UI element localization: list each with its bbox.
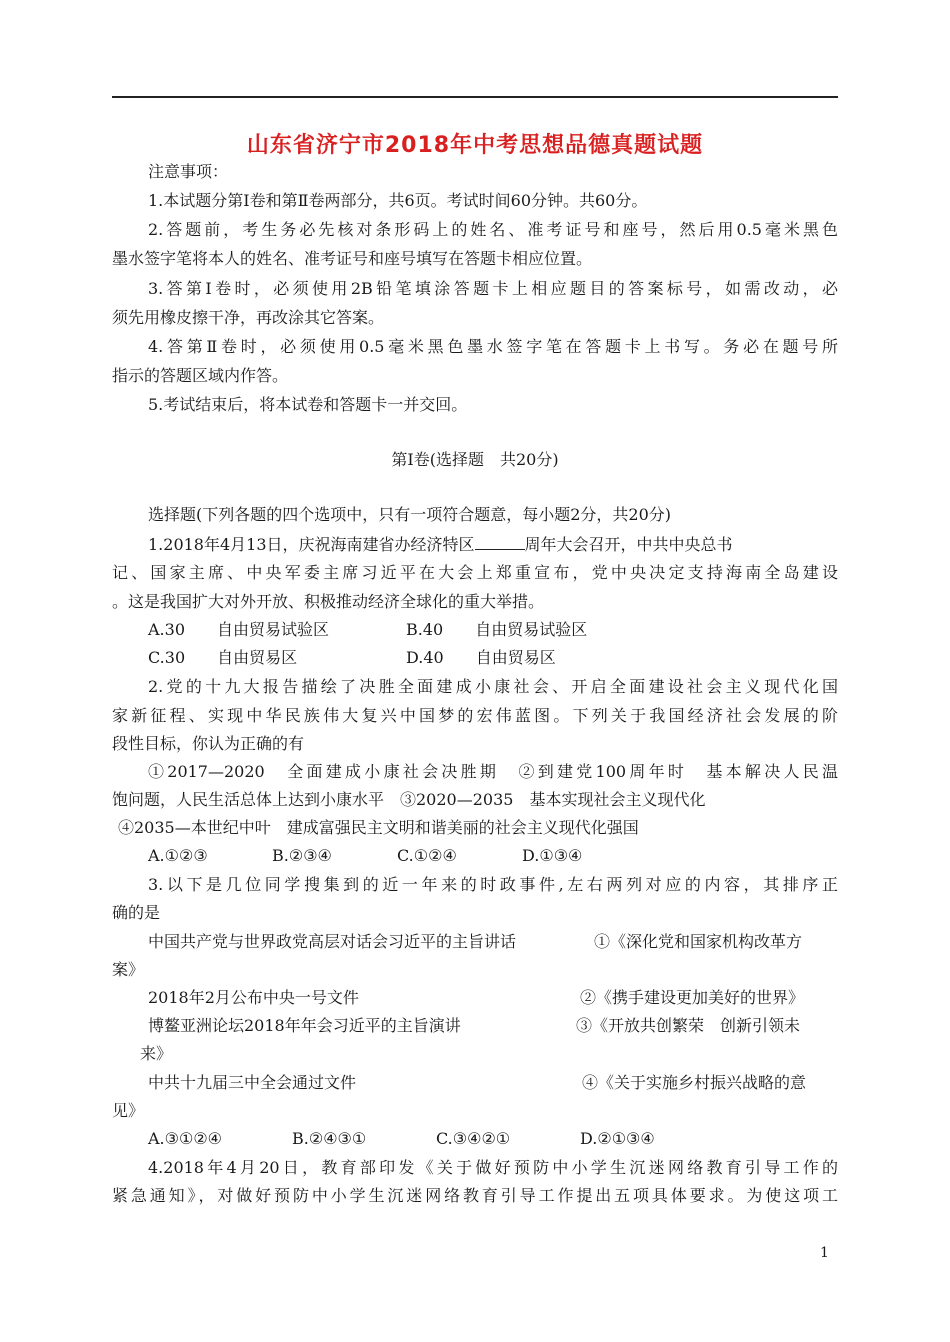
event-left: 中共十九届三中全会通过文件 xyxy=(148,1073,357,1092)
event-right-cont: 来》 xyxy=(140,1044,173,1063)
question-4-text: 4.2018年4月20日，教育部印发《关于做好预防中小学生沉迷网络教育引导工作的 xyxy=(148,1158,838,1177)
event-right: ④《关于实施乡村振兴战略的意 xyxy=(582,1073,807,1092)
q3-option-a: A.③①②④ xyxy=(148,1129,223,1148)
event-right-cont: 案》 xyxy=(112,960,145,979)
notice-item: 5.考试结束后，将本试卷和答题卡一并交回。 xyxy=(148,395,468,414)
q3-option-b: B.②④③① xyxy=(292,1129,367,1148)
question-2-text: 家新征程、实现中华民族伟大复兴中国梦的宏伟蓝图。下列关于我国经济社会发展的阶 xyxy=(112,706,838,725)
question-3-text: 3.以下是几位同学搜集到的近一年来的时政事件,左右两列对应的内容，其排序正 xyxy=(148,875,838,894)
q2-option-a: A.①②③ xyxy=(148,846,208,865)
notice-heading: 注意事项： xyxy=(148,162,229,181)
event-right: ③《开放共创繁荣 创新引领未 xyxy=(576,1016,801,1035)
q3-option-c: C.③④②① xyxy=(436,1129,511,1148)
instructions: 选择题(下列各题的四个选项中，只有一项符合题意，每小题2分，共20分) xyxy=(148,505,672,524)
q2-option-c: C.①②④ xyxy=(397,846,457,865)
notice-item: 须先用橡皮擦干净，再改涂其它答案。 xyxy=(112,308,385,327)
event-right: ②《携手建设更加美好的世界》 xyxy=(580,988,805,1007)
q3-option-d: D.②①③④ xyxy=(580,1129,655,1148)
q1-option-a: A.30 自由贸易试验区 xyxy=(148,620,330,639)
q1-option-b: B.40 自由贸易试验区 xyxy=(406,620,588,639)
notice-item: 1.本试题分第Ⅰ卷和第Ⅱ卷两部分，共6页。考试时间60分钟。共60分。 xyxy=(148,191,648,210)
notice-item: 墨水签字笔将本人的姓名、准考证号和座号填写在答题卡相应位置。 xyxy=(112,249,593,268)
question-3-text: 确的是 xyxy=(112,903,161,922)
question-2-text: ④2035—本世纪中叶 建成富强民主文明和谐美丽的社会主义现代化强国 xyxy=(118,818,639,837)
notice-item: 4.答第Ⅱ卷时，必须使用0.5毫米黑色墨水签字笔在答题卡上书写。务必在题号所 xyxy=(148,337,838,356)
event-left: 2018年2月公布中央一号文件 xyxy=(148,988,359,1007)
question-1-text: 周年大会召开，中共中央总书 xyxy=(524,535,733,554)
question-1-text: 1.2018年4月13日，庆祝海南建省办经济特区 xyxy=(148,535,475,554)
question-2-text: 2.党的十九大报告描绘了决胜全面建成小康社会、开启全面建设社会主义现代化国 xyxy=(148,677,838,696)
question-2-text: ①2017—2020 全面建成小康社会决胜期 ②到建党100周年时 基本解决人民温 xyxy=(148,762,838,781)
question-2-text: 饱问题，人民生活总体上达到小康水平 ③2020—2035 基本实现社会主义现代化 xyxy=(112,790,706,809)
answer-blank xyxy=(475,534,525,550)
section-title: 第Ⅰ卷(选择题 共20分) xyxy=(391,450,559,469)
event-left: 博鳌亚洲论坛2018年年会习近平的主旨演讲 xyxy=(148,1016,461,1035)
question-2-text: 段性目标，你认为正确的有 xyxy=(112,734,305,753)
q1-option-d: D.40 自由贸易区 xyxy=(406,648,556,667)
question-4-text: 紧急通知》，对做好预防中小学生沉迷网络教育引导工作提出五项具体要求。为使这项工 xyxy=(112,1186,838,1205)
question-1-line xyxy=(148,534,838,555)
question-1-text: 记、国家主席、中央军委主席习近平在大会上郑重宣布，党中央决定支持海南全岛建设 xyxy=(112,563,838,582)
event-right-cont: 见》 xyxy=(112,1101,145,1120)
event-right: ①《深化党和国家机构改革方 xyxy=(594,932,803,951)
page-number: 1 xyxy=(820,1245,829,1261)
notice-item: 3.答第Ⅰ卷时，必须使用2B铅笔填涂答题卡上相应题目的答案标号，如需改动，必 xyxy=(148,279,838,298)
notice-item: 指示的答题区域内作答。 xyxy=(112,366,289,385)
q2-option-b: B.②③④ xyxy=(272,846,332,865)
question-1-text: 。这是我国扩大对外开放、积极推动经济全球化的重大举措。 xyxy=(112,592,545,611)
event-left: 中国共产党与世界政党高层对话会习近平的主旨讲话 xyxy=(148,932,517,951)
page-title: 山东省济宁市2018年中考思想品德真题试题 xyxy=(246,133,704,158)
header-rule xyxy=(112,96,838,98)
notice-item: 2.答题前，考生务必先核对条形码上的姓名、准考证号和座号，然后用0.5毫米黑色 xyxy=(148,220,838,239)
q1-option-c: C.30 自由贸易区 xyxy=(148,648,298,667)
q2-option-d: D.①③④ xyxy=(522,846,583,865)
